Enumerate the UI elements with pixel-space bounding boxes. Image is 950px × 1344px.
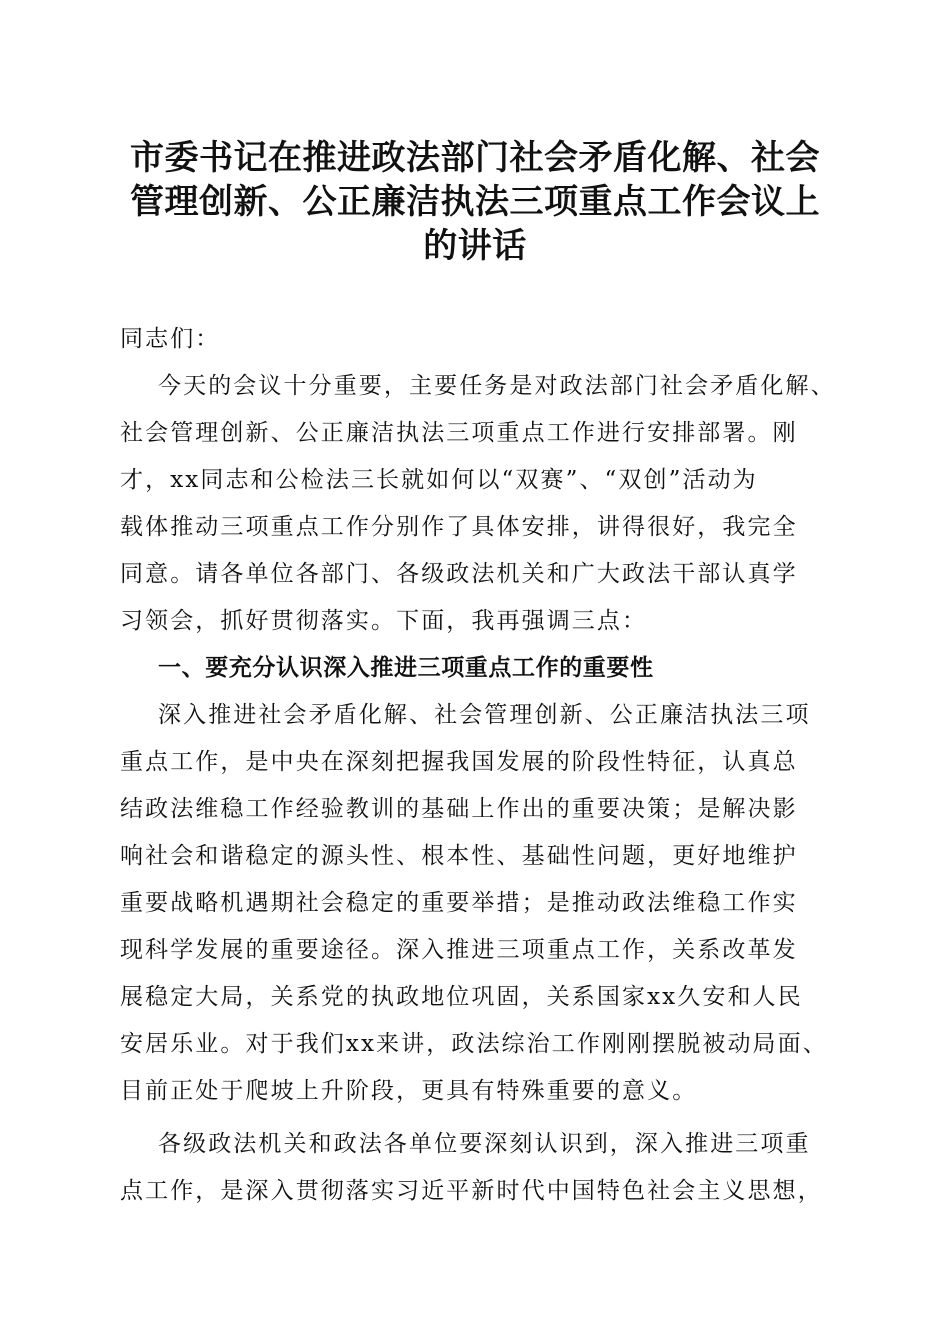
paragraph-line: 响社会和谐稳定的源头性、根本性、基础性问题，更好地维护 bbox=[120, 843, 798, 869]
paragraph-line: 深入推进社会矛盾化解、社会管理创新、公正廉洁执法三项 bbox=[158, 702, 811, 728]
paragraph-line: 载体推动三项重点工作分别作了具体安排，讲得很好，我完全 bbox=[120, 514, 798, 540]
paragraph-line: 重要战略机遇期社会稳定的重要举措；是推动政法维稳工作实 bbox=[120, 890, 798, 916]
paragraph-line: 现科学发展的重要途径。深入推进三项重点工作，关系改革发 bbox=[120, 937, 798, 963]
paragraph-line: 展稳定大局，关系党的执政地位巩固，关系国家xx久安和人民 bbox=[120, 984, 803, 1010]
document-title bbox=[100, 136, 850, 268]
paragraph-line: 安居乐业。对于我们xx来讲，政法综治工作刚刚摆脱被动局面、 bbox=[120, 1031, 828, 1057]
paragraph-line: 结政法维稳工作经验教训的基础上作出的重要决策；是解决影 bbox=[120, 796, 798, 822]
paragraph-line: 社会管理创新、公正廉洁执法三项重点工作进行安排部署。刚 bbox=[120, 420, 798, 446]
section-heading-1: 一、要充分认识深入推进三项重点工作的重要性 bbox=[158, 655, 654, 681]
salutation: 同志们： bbox=[120, 326, 221, 352]
paragraph-line: 习领会，抓好贯彻落实。下面，我再强调三点： bbox=[120, 608, 648, 634]
paragraph-line: 才，xx同志和公检法三长就如何以“双赛”、“双创”活动为 bbox=[120, 467, 758, 493]
paragraph-1 bbox=[120, 363, 855, 645]
paragraph-line: 同意。请各单位各部门、各级政法机关和广大政法干部认真学 bbox=[120, 561, 798, 587]
paragraph-line: 点工作，是深入贯彻落实习近平新时代中国特色社会主义思想， bbox=[120, 1178, 823, 1204]
title-line: 的讲话 bbox=[423, 226, 527, 266]
document-body bbox=[120, 316, 855, 1215]
title-line: 市委书记在推进政法部门社会矛盾化解、社会 bbox=[130, 138, 820, 178]
paragraph-3 bbox=[120, 1121, 855, 1215]
title-line: 管理创新、公正廉洁执法三项重点工作会议上 bbox=[130, 182, 820, 222]
paragraph-line: 今天的会议十分重要，主要任务是对政法部门社会矛盾化解、 bbox=[158, 373, 836, 399]
paragraph-line: 各级政法机关和政法各单位要深刻认识到，深入推进三项重 bbox=[158, 1131, 811, 1157]
paragraph-line: 重点工作，是中央在深刻把握我国发展的阶段性特征，认真总 bbox=[120, 749, 798, 775]
paragraph-line: 目前正处于爬坡上升阶段，更具有特殊重要的意义。 bbox=[120, 1078, 698, 1104]
paragraph-2 bbox=[120, 692, 855, 1115]
